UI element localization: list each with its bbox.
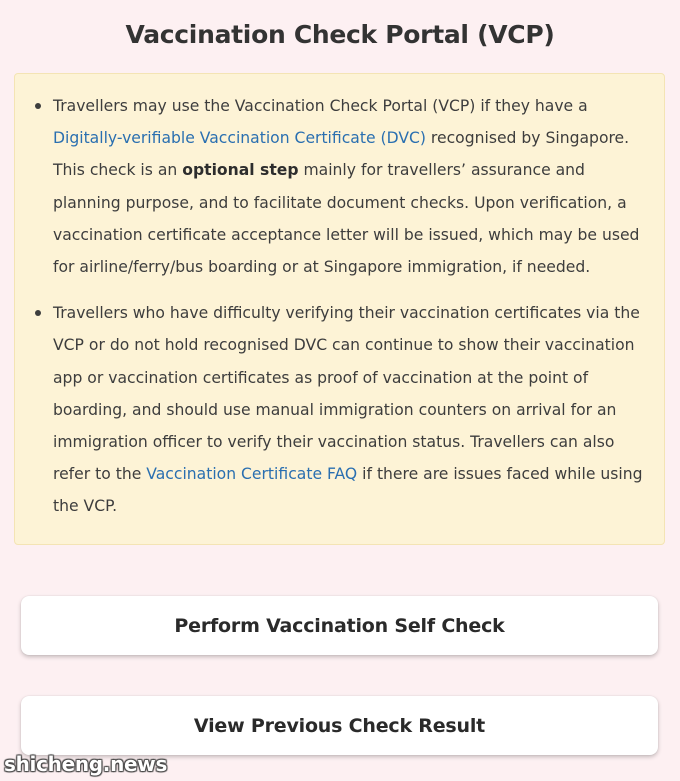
info-text: Travellers may use the Vaccination Check Portal (VCP) if they have a (53, 97, 588, 115)
perform-self-check-button[interactable]: Perform Vaccination Self Check (21, 596, 658, 655)
watermark: shicheng.news (4, 752, 168, 776)
dvc-link[interactable]: Digitally-verifiable Vaccination Certificate (DVC) (53, 129, 426, 148)
page-title: Vaccination Check Portal (VCP) (125, 20, 555, 49)
info-text: if there are issues faced while using the VCP. (53, 465, 643, 516)
optional-step-text: optional step (182, 161, 299, 180)
info-text: mainly for travellers’ assurance and planning purpose, and to facilitate document checks. Upon verification, a vaccination certificate acceptance letter will be issued, which may be used for airline/ferry/bus boarding or at Singapore immigration, if needed. (53, 161, 640, 277)
info-text: Travellers who have difficulty verifying their vaccination certificates via the VCP or do not hold recognised DVC can continue to show their vaccination app or vaccination certificates as proof of vaccination at the point of boarding, and should use manual immigration counters on arrival for an immigration officer to verify their vaccination status. Travellers can also refer to the (53, 304, 640, 484)
view-previous-result-button[interactable]: View Previous Check Result (21, 696, 658, 755)
vaccination-faq-link[interactable]: Vaccination Certificate FAQ (146, 465, 358, 484)
bullet-icon (35, 310, 41, 316)
info-item-difficulty (33, 297, 652, 522)
info-text: recognised by Singapore. This check is an (53, 129, 630, 180)
info-item-vcp-usage (33, 90, 652, 283)
bullet-icon (35, 103, 41, 109)
info-list (33, 90, 652, 523)
info-box (14, 73, 665, 545)
